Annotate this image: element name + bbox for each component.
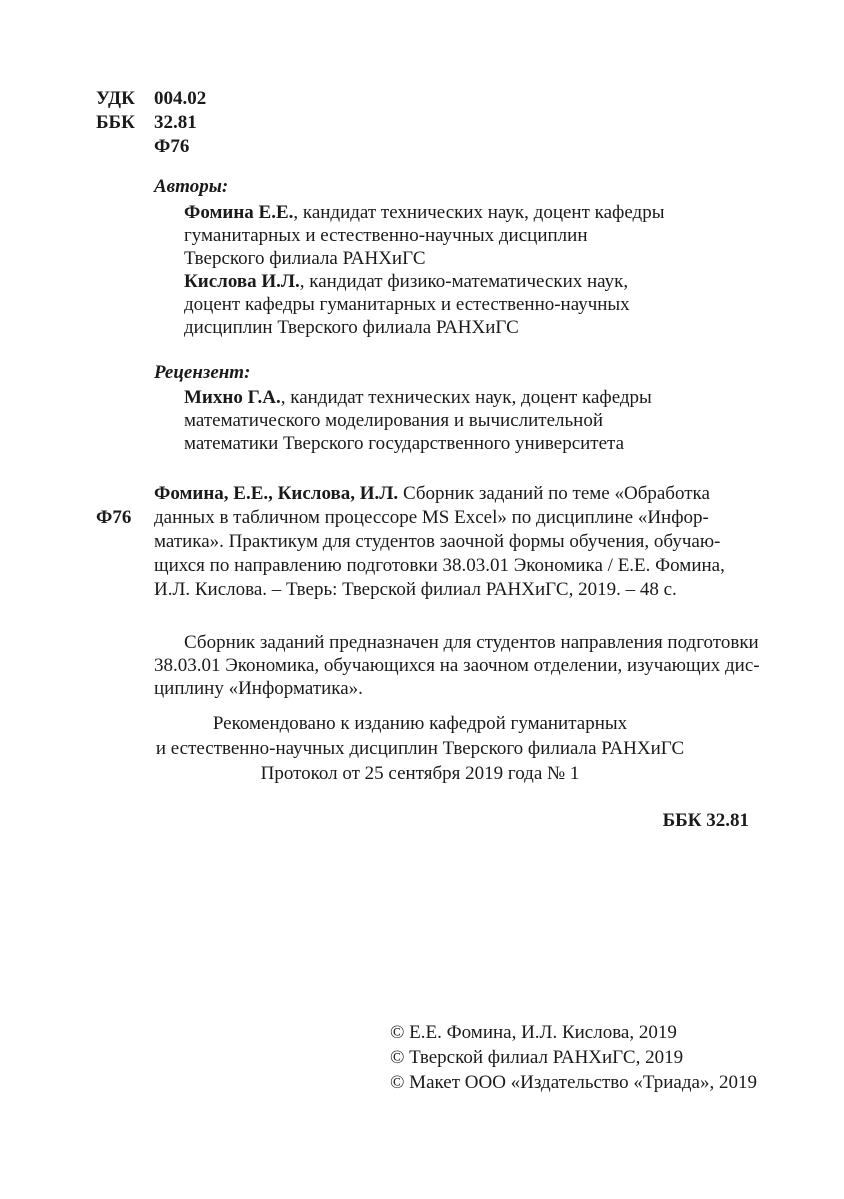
udk-label: УДК	[96, 88, 135, 109]
bibliography-text: Сборник заданий по теме «Обработка	[398, 483, 710, 504]
bibliography-mark: Ф76	[96, 507, 132, 528]
author-description: , кандидат технических наук, доцент кафедры	[293, 202, 665, 223]
reviewer-heading: Рецензент:	[154, 362, 251, 383]
bbk-value: 32.81	[154, 112, 197, 133]
author-name: Фомина Е.Е.	[184, 202, 294, 223]
recommendation-line: Протокол от 25 сентября 2019 года № 1	[260, 763, 580, 784]
reviewer-description: , кандидат технических наук, доцент кафедры	[280, 387, 652, 408]
bbk-label: ББК	[96, 112, 135, 133]
author-description: Тверского филиала РАНХиГС	[184, 248, 426, 269]
udk-value: 004.02	[154, 88, 207, 109]
author-description: гуманитарных и естественно-научных дисциплин	[184, 225, 588, 246]
annotation-line: Сборник заданий предназначен для студентов направления подготовки	[184, 632, 759, 653]
annotation-line: циплину «Информатика».	[154, 678, 363, 699]
reviewer-name: Михно Г.А.	[184, 387, 281, 408]
author-description: дисциплин Тверского филиала РАНХиГС	[184, 317, 519, 338]
copyright-line: © Макет ООО «Издательство «Триада», 2019	[390, 1072, 757, 1093]
recommendation-line: Рекомендовано к изданию кафедрой гуманитарных	[212, 713, 628, 734]
reviewer-description: математики Тверского государственного университета	[184, 433, 624, 454]
bibliography-text: данных в табличном процессоре MS Excel» по дисциплине «Инфор-	[154, 507, 709, 528]
reviewer-description: математического моделирования и вычислительной	[184, 410, 603, 431]
copyright-line: © Тверской филиал РАНХиГС, 2019	[390, 1047, 684, 1068]
author-description: доцент кафедры гуманитарных и естественно-научных	[184, 294, 630, 315]
bibliography-text: щихся по направлению подготовки 38.03.01 Экономика / Е.Е. Фомина,	[154, 555, 725, 576]
recommendation-line: и естественно-научных дисциплин Тверского филиала РАНХиГС	[155, 738, 685, 759]
bbk-footer: ББК 32.81	[662, 810, 749, 831]
recommendation	[130, 711, 710, 786]
copyright-line: © Е.Е. Фомина, И.Л. Кислова, 2019	[390, 1022, 677, 1043]
annotation-line: 38.03.01 Экономика, обучающихся на заочном отделении, изучающих дис-	[154, 655, 760, 676]
author-name: Кислова И.Л.	[184, 271, 300, 292]
bibliography-text: И.Л. Кислова. – Тверь: Тверской филиал РАНХиГС, 2019. – 48 с.	[154, 579, 677, 600]
author-mark: Ф76	[154, 136, 190, 157]
bibliography-text: матика». Практикум для студентов заочной формы обучения, обучаю-	[154, 531, 721, 552]
authors-heading: Авторы:	[154, 176, 229, 197]
author-description: , кандидат физико-математических наук,	[299, 271, 629, 292]
bibliography-authors: Фомина, Е.Е., Кислова, И.Л.	[154, 483, 399, 504]
